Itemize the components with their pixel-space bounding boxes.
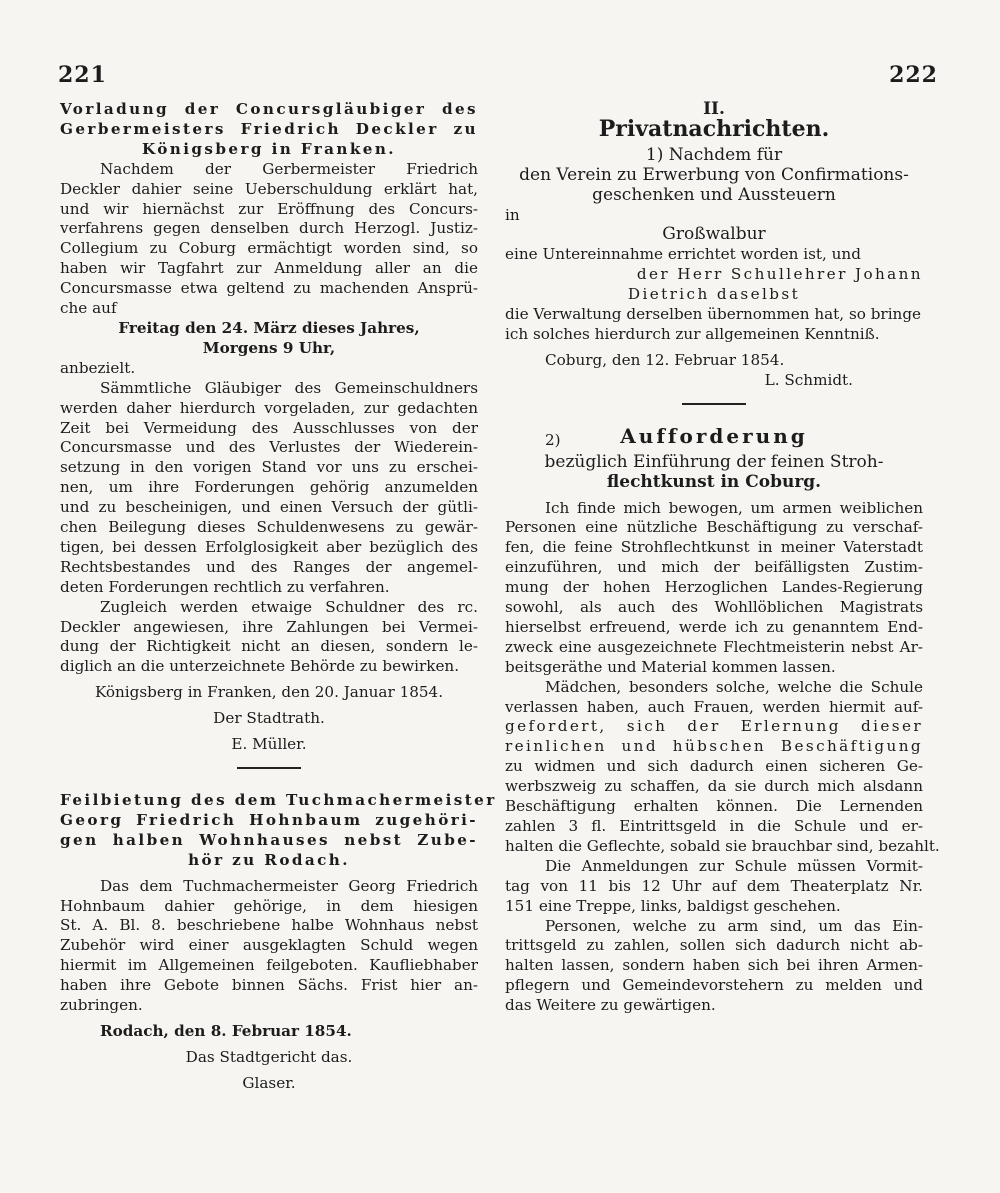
notice-title-line: Königsberg in Franken. [142, 139, 396, 158]
notice-line: Großwalbur [662, 224, 766, 245]
paragraph-line: hierselbst erfreuend, werde ich zu genanntem End- [505, 617, 923, 636]
paragraph-line: Zugleich werden etwaige Schuldner des rc. [100, 597, 478, 616]
notice-line: den Verein zu Erwerbung von Confirmations- [519, 164, 909, 185]
authority: Der Stadtrath. [213, 709, 325, 728]
paragraph-line: tag von 11 bis 12 Uhr auf dem Theaterplatz Nr. [505, 876, 923, 895]
notice-line: 1) Nachdem für [645, 144, 783, 165]
paragraph-line: Zubehör wird einer ausgeklagten Schuld wegen [60, 936, 478, 955]
hearing-time: Morgens 9 Uhr, [202, 338, 336, 357]
paragraph-line: Ich finde mich bewogen, um armen weiblichen [545, 498, 923, 517]
paragraph-line: chen Beilegung dieses Schuldenwesens zu gewär- [60, 518, 478, 537]
paragraph-line: und wir hiernächst zur Eröffnung des Concurs- [60, 199, 478, 218]
paragraph-line: Personen, welche zu arm sind, um das Ein- [545, 916, 923, 935]
paragraph-line: werbszweig zu schaffen, da sie durch mich alsdann [505, 777, 923, 796]
right-column [505, 99, 940, 1016]
paragraph-line: haben wir Tagfahrt zur Anmeldung aller an die [60, 259, 478, 278]
section-title: Privatnachrichten. [598, 115, 830, 142]
paragraph-line: Personen eine nützliche Beschäftigung zu verschaf- [505, 518, 923, 537]
divider-rule [237, 767, 301, 769]
notice-line: eine Untereinnahme errichtet worden ist, und [505, 245, 861, 264]
paragraph-line: Concursmasse und des Verlustes der Wiederein- [60, 438, 478, 457]
notice-auction-house [60, 791, 497, 1094]
paragraph-line: haben ihre Gebote binnen Sächs. Frist hier an- [60, 976, 478, 995]
paragraph-line: halten lassen, sondern haben sich bei ihren Armen- [505, 956, 923, 975]
paragraph-line: beitsgeräthe und Material kommen lassen. [505, 657, 836, 676]
paragraph-line: fen, die feine Strohflechtkunst in meiner Vaterstadt [505, 538, 923, 557]
paragraph-line: dung der Richtigkeit nicht an diesen, sondern le- [60, 637, 478, 656]
paragraph-line: verlassen haben, auch Frauen, werden hiermit auf- [505, 697, 923, 716]
paragraph-line: zu widmen und sich dadurch einen sicheren Ge- [505, 757, 923, 776]
notice-title-line: Aufforderung [620, 423, 808, 448]
paragraph-line: gefordert, sich der Erlernung dieser [505, 717, 923, 736]
paragraph-line: 151 eine Treppe, links, baldigst geschehen. [505, 896, 841, 915]
notice-title-line: flechtkunst in Coburg. [606, 471, 822, 492]
paragraph-line: deten Forderungen rechtlich zu verfahren. [60, 577, 390, 596]
paragraph-line: halten die Geflechte, sobald sie brauchbar sind, bezahlt. [505, 836, 940, 855]
notice-title-line: Gerbermeisters Friedrich Deckler zu [60, 119, 478, 138]
section-numeral: II. [703, 99, 725, 119]
paragraph-line: che auf [60, 299, 117, 318]
paragraph-line: Deckler dahier seine Ueberschuldung erklärt hat, [60, 179, 478, 198]
notice-line: in [505, 205, 520, 224]
paragraph-line: und zu bescheinigen, und einen Versuch der gütli- [60, 498, 478, 517]
paragraph-line: Mädchen, besonders solche, welche die Schule [545, 677, 923, 696]
paragraph-line: Rechtsbestandes und des Ranges der angemel- [60, 557, 478, 576]
paragraph-line: Die Anmeldungen zur Schule müssen Vormit- [545, 856, 923, 875]
paragraph-line: Zeit bei Vermeidung des Ausschlusses von der [60, 418, 478, 437]
notice-title-line: Feilbietung des dem Tuchmachermeister [60, 791, 497, 809]
paragraph-line: pflegern und Gemeindevorstehern zu melden und [505, 976, 923, 995]
page-number-right: 222 [889, 62, 938, 88]
paragraph-line: reinlichen und hübschen Beschäftigung [505, 737, 923, 756]
divider-rule [682, 403, 746, 405]
paragraph-line: Das dem Tuchmachermeister Georg Friedrich [100, 876, 478, 895]
paragraph-line: trittsgeld zu zahlen, sollen sich dadurch nicht ab- [505, 936, 923, 955]
place-date: Coburg, den 12. Februar 1854. [545, 350, 785, 369]
paragraph-line: verfahrens gegen denselben durch Herzogl. Justiz- [60, 219, 478, 238]
page-number-left: 221 [58, 62, 107, 88]
signer: L. Schmidt. [764, 370, 853, 389]
paragraph-line: hiermit im Allgemeinen feilgeboten. Kaufliebhaber [60, 956, 478, 975]
paragraph-line: Hohnbaum dahier gehörige, in dem hiesigen [60, 896, 478, 915]
paragraph-line: anbezielt. [60, 358, 136, 377]
notice-title-line: gen halben Wohnhauses nebst Zube- [60, 830, 478, 849]
paragraph-line: St. A. Bl. 8. beschriebene halbe Wohnhaus nebst [60, 916, 478, 935]
paragraph-line: nen, um ihre Forderungen gehörig anzumelden [60, 478, 478, 497]
paragraph-line: Sämmtliche Gläubiger des Gemeinschuldners [100, 378, 478, 397]
notice-line: Dietrich daselbst [627, 285, 801, 304]
notice-title-line: hör zu Rodach. [188, 850, 350, 869]
paragraph-line: werden daher hierdurch vorgeladen, zur gedachten [60, 398, 478, 417]
paragraph-line: Beschäftigung erhalten können. Die Lernenden [505, 797, 923, 816]
paragraph-line: mung der hohen Herzoglichen Landes-Regierung [505, 578, 923, 597]
place-date: Königsberg in Franken, den 20. Januar 1854. [94, 683, 444, 702]
paragraph-line: Collegium zu Coburg ermächtigt worden sind, so [60, 239, 478, 258]
paragraph-line: sowohl, als auch des Wohllöblichen Magistrats [505, 598, 923, 617]
left-column [60, 100, 497, 1094]
notice-summons-creditors [60, 100, 478, 755]
paragraph-line: diglich an die unterzeichnete Behörde zu bewirken. [60, 657, 460, 676]
signer: Glaser. [242, 1073, 296, 1092]
notice-line: der Herr Schullehrer Johann [636, 265, 923, 284]
paragraph-line: zweck eine ausgezeichnete Flechtmeisterin nebst Ar- [505, 637, 923, 656]
paragraph-line: tigen, bei dessen Erfolglosigkeit aber bezüglich des [60, 537, 478, 556]
notice-straw-weaving [505, 423, 940, 1016]
notice-line: ich solches hierdurch zur allgemeinen Kenntniß. [505, 324, 880, 343]
paragraph-line: das Weitere zu gewärtigen. [505, 996, 716, 1015]
place-date: Rodach, den 8. Februar 1854. [100, 1021, 352, 1040]
paragraph-line: Concursmasse etwa geltend zu machenden Ansprü- [60, 279, 478, 298]
notice-title-line: Vorladung der Concursgläubiger des [60, 100, 478, 118]
hearing-date: Freitag den 24. März dieses Jahres, [118, 318, 420, 337]
paragraph-line: zahlen 3 fl. Eintrittsgeld in die Schule und er- [505, 817, 923, 835]
signer: E. Müller. [231, 735, 307, 754]
notice-association [505, 146, 923, 391]
paragraph-line: einzuführen, und mich der beifälligsten Zustim- [505, 558, 923, 577]
notice-title-line: bezüglich Einführung der feinen Stroh- [544, 451, 884, 472]
authority: Das Stadtgericht das. [185, 1047, 353, 1066]
paragraph-line: Deckler angewiesen, ihre Zahlungen bei Vermei- [60, 617, 478, 636]
paragraph-line: zubringen. [60, 996, 143, 1015]
paragraph-line: setzung in den vorigen Stand vor uns zu erschei- [60, 458, 478, 477]
notice-line: die Verwaltung derselben übernommen hat, so bringe [505, 305, 922, 324]
notice-line: geschenken und Aussteuern [592, 184, 836, 205]
notice-title-line: Georg Friedrich Hohnbaum zugehöri- [60, 810, 478, 829]
paragraph-line: Nachdem der Gerbermeister Friedrich [100, 159, 478, 178]
notice-number: 2) [545, 430, 561, 449]
